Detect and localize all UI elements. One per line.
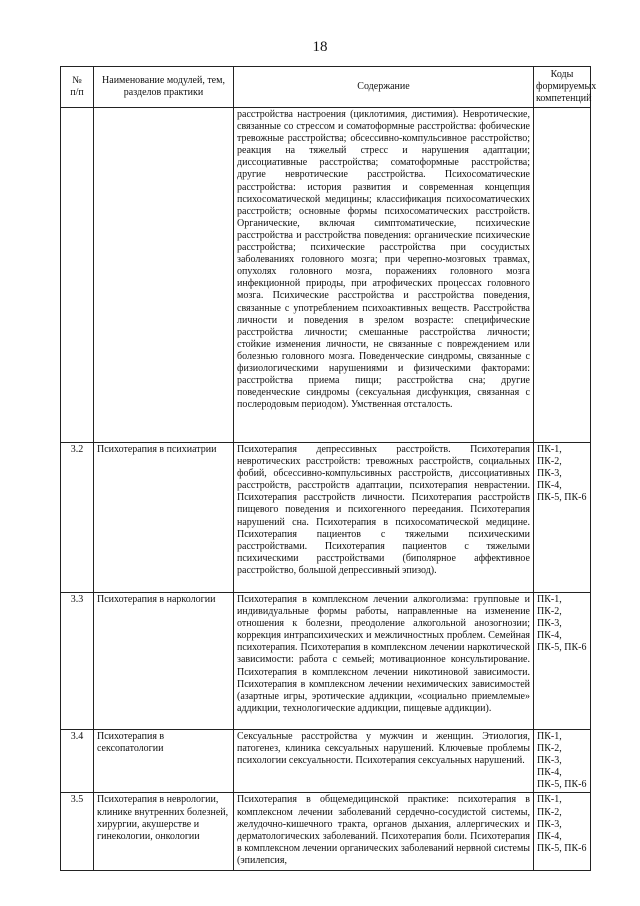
row-num: 3.5	[61, 793, 94, 871]
table-header-row	[61, 67, 591, 108]
row-content: Сексуальные расстройства у мужчин и женщин. Этиология, патогенез, клиника сексуальных нарушений. Ключевые проблемы психологии сексуальности. Психотерапия сексуальных нарушений.	[234, 730, 534, 793]
table-row	[61, 443, 591, 593]
row-num: 3.3	[61, 593, 94, 730]
header-competency-codes: Коды формируемых компетенций	[534, 67, 591, 108]
table-row	[61, 730, 591, 793]
row-codes: ПК-1, ПК-2, ПК-3, ПК-4, ПК-5, ПК-6	[534, 593, 591, 730]
table-row	[61, 108, 591, 443]
row-module-name: Психотерапия в психиатрии	[94, 443, 234, 593]
row-module-name: Психотерапия в наркологии	[94, 593, 234, 730]
row-content: Психотерапия в общемедицинской практике: психотерапия в комплексном лечении заболеваний сердечно-сосудистой системы, желудочно-кишечного тракта, органов дыхания, аллергических и дерматологических заболеваний. Психотерапия боли. Психотерапия в комплексном лечении органических заболеваний нервной системы (эпилепсия,	[234, 793, 534, 871]
row-module-name: Психотерапия в сексопатологии	[94, 730, 234, 793]
row-codes: ПК-1, ПК-2, ПК-3, ПК-4, ПК-5, ПК-6	[534, 443, 591, 593]
row-codes: ПК-1, ПК-2, ПК-3, ПК-4, ПК-5, ПК-6	[534, 730, 591, 793]
row-content: Психотерапия в комплексном лечении алкоголизма: групповые и индивидуальные формы работы, направленные на изменение отношения к болезни, преодоление алкогольной анозогнозии; коррекция интрапсихических и межличностных проблем. Семейная психотерапия. Психотерапия в комплексном лечении наркотической зависимости: работа с семьей; мотивационное консультирование. Психотерапия в комплексном лечении никотиновой зависимости. Психотерапия в комплексном лечении нехимических зависимостей (азартные игры, эротические аддикции, «социально приемлемые» аддикции, технологические аддикции, пищевые аддикции).	[234, 593, 534, 730]
header-module-name: Наименование модулей, тем, разделов практики	[94, 67, 234, 108]
header-content: Содержание	[234, 67, 534, 108]
row-module-name	[94, 108, 234, 443]
row-num: 3.2	[61, 443, 94, 593]
curriculum-table	[60, 66, 597, 871]
row-num	[61, 108, 94, 443]
row-num: 3.4	[61, 730, 94, 793]
header-num: № п/п	[61, 67, 94, 108]
table-row	[61, 793, 591, 871]
row-codes	[534, 108, 591, 443]
row-module-name: Психотерапия в неврологии, клинике внутренних болезней, хирургии, акушерстве и гинекологии, онкологии	[94, 793, 234, 871]
table-row	[61, 593, 591, 730]
page-number: 18	[312, 39, 328, 55]
row-content: Психотерапия депрессивных расстройств. Психотерапия невротических расстройств: тревожных расстройств, социальных фобий, обсессивно-компульсивных расстройств, диссоциативных расстройств, расстройств адаптации, психотерапия неврастении. Психотерапия расстройств личности. Психотерапия расстройств пищевого поведения и психогенного переедания. Психотерапия нарушений сна. Психотерапия в психосоматической медицине. Психотерапия пациентов с тяжелыми психическими расстройствами. Психотерапия пациентов с тяжелыми психическими расстройствами (биполярное аффективное расстройство, большой депрессивный эпизод).	[234, 443, 534, 593]
row-content: расстройства настроения (циклотимия, дистимия). Невротические, связанные со стрессом и соматоформные расстройства: фобические тревожные расстройства; обсессивно-компульсивное расстройство; реакция на тяжелый стресс и нарушения адаптации; диссоциативные расстройства; соматоформные расстройства; другие невротические расстройства. Психосоматические расстройства: история развития и современная концепция психосоматической медицины; классификация психосоматических расстройств; основные формы психосоматических расстройств. Органические, включая симптоматические, психические расстройства и расстройства поведения: органические психические расстройства; психические расстройства при сосудистых заболеваниях головного мозга; при черепно-мозговых травмах, опухолях головного мозга, поражениях головного мозга инфекционной природы, при атрофических процессах головного мозга. Психические расстройства и расстройства поведения, связанные с употреблением психоактивных веществ. Расстройства личности и поведения в зрелом возрасте: специфические расстройства личности; смешанные расстройства личности; стойкие изменения личности, не связанные с повреждением или болезнью головного мозга. Поведенческие синдромы, связанные с физиологическими нарушениями и физическими факторами: расстройства приема пищи; расстройства сна; другие поведенческие синдромы (сексуальная дисфункция, связанная с послеродовым периодом). Умственная отсталость.	[234, 108, 534, 443]
row-codes: ПК-1, ПК-2, ПК-3, ПК-4, ПК-5, ПК-6	[534, 793, 591, 871]
